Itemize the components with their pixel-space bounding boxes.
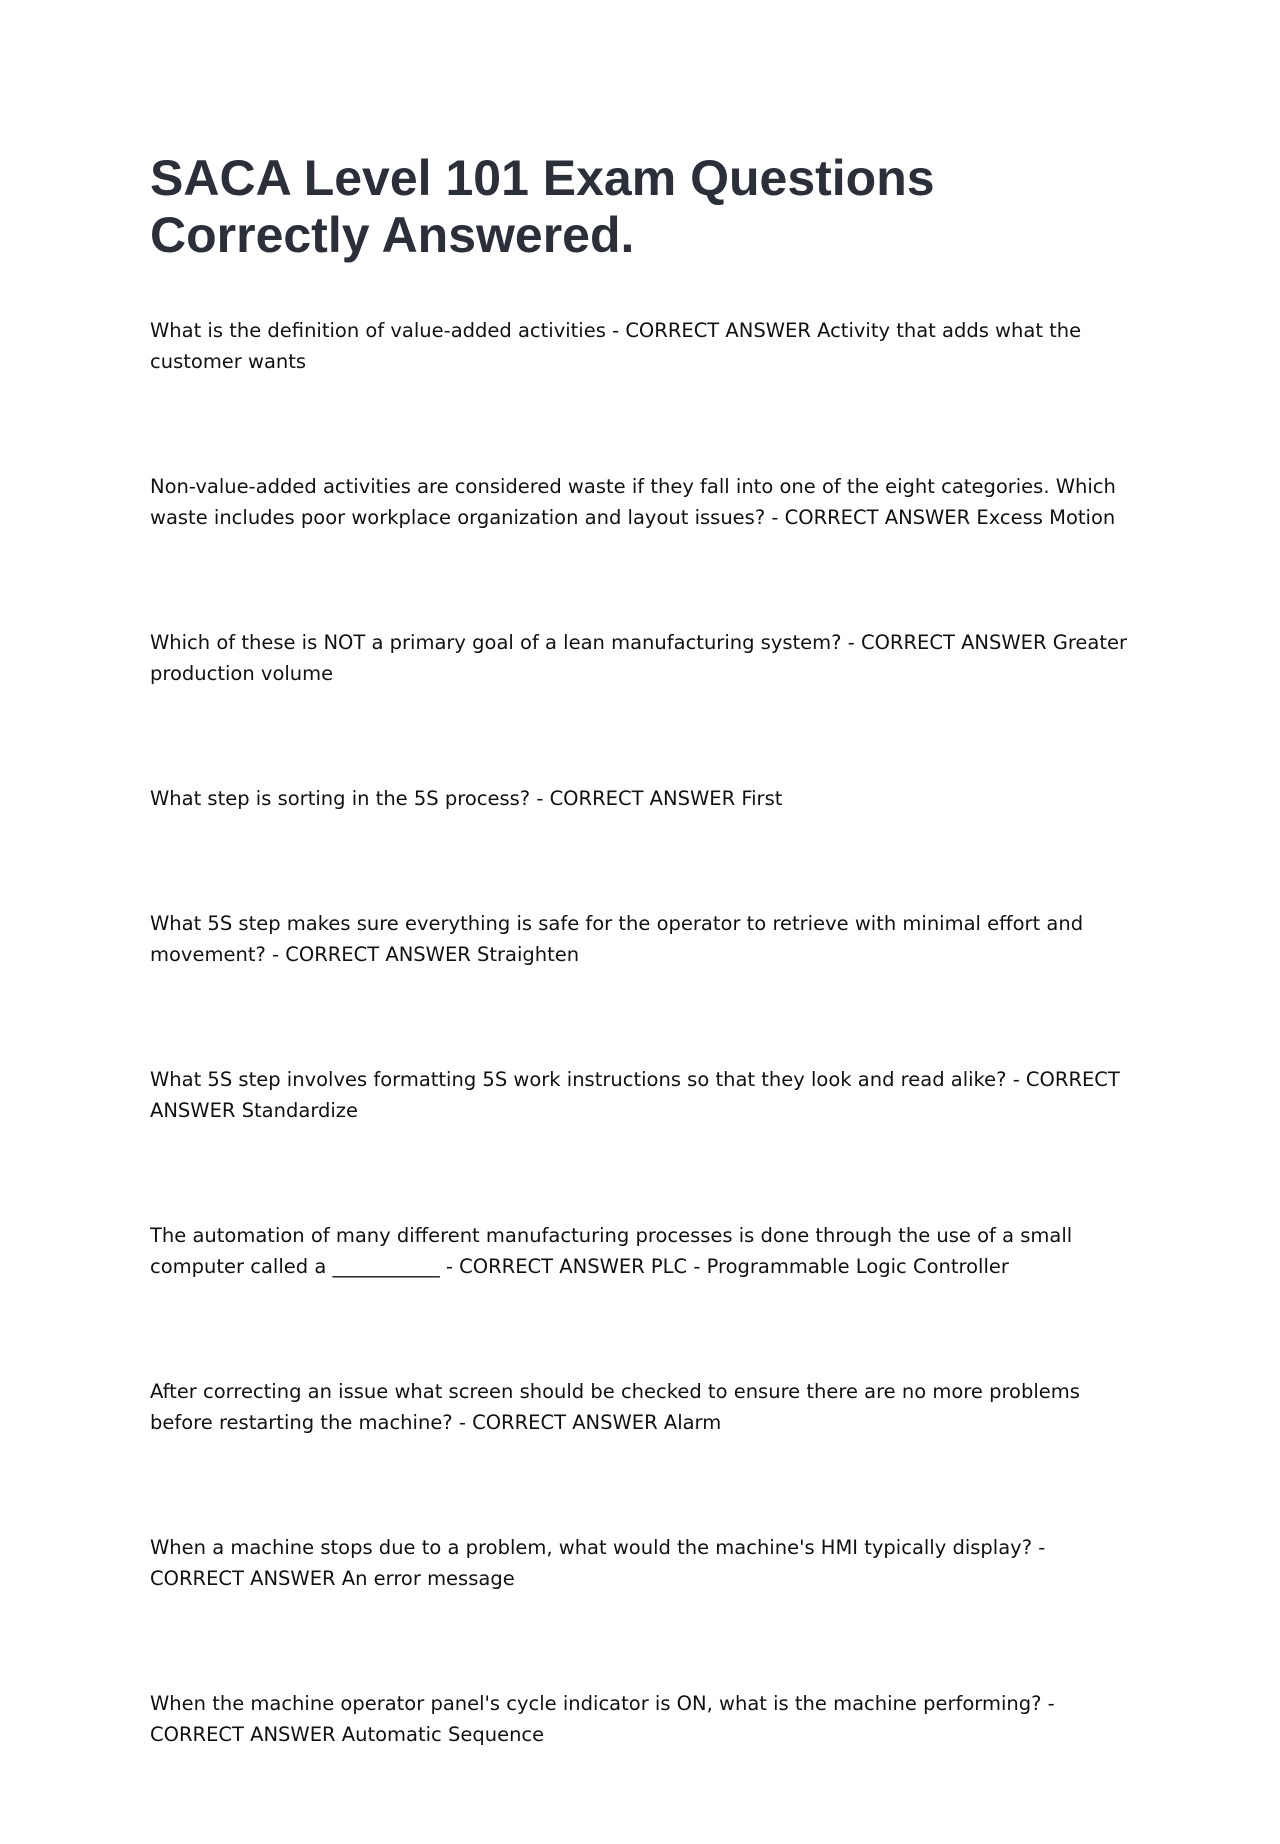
qa-item-10: When the machine operator panel's cycle indicator is ON, what is the machine performing? - CORRECT ANSWER Automatic Sequence — [150, 1692, 1055, 1746]
qa-item-9: When a machine stops due to a problem, what would the machine's HMI typically display? - CORRECT ANSWER An error message — [150, 1536, 1046, 1590]
qa-item-2: Non-value-added activities are considered waste if they fall into one of the eight categories. Which waste includes poor workplace organization and layout issues? - CORRECT ANSWER Excess Motion — [150, 475, 1116, 529]
qa-item-7: The automation of many different manufacturing processes is done through the use of a small computer called a ___________ - CORRECT ANSWER PLC - Programmable Logic Controller — [150, 1224, 1073, 1278]
qa-item-1: What is the definition of value-added activities - CORRECT ANSWER Activity that adds what the customer wants — [150, 319, 1082, 373]
qa-item-3: Which of these is NOT a primary goal of a lean manufacturing system? - CORRECT ANSWER Greater production volume — [150, 631, 1128, 685]
qa-list — [150, 315, 1140, 1750]
document-title-line-1: SACA Level 101 Exam Questions — [150, 150, 935, 206]
qa-item-5: What 5S step makes sure everything is safe for the operator to retrieve with minimal effort and movement? - CORRECT ANSWER Straighten — [150, 912, 1084, 966]
qa-item-6: What 5S step involves formatting 5S work instructions so that they look and read alike? - CORRECT ANSWER Standardize — [150, 1068, 1120, 1122]
qa-item-8: After correcting an issue what screen should be checked to ensure there are no more problems before restarting the machine? - CORRECT ANSWER Alarm — [150, 1380, 1080, 1434]
document-title — [150, 150, 1140, 264]
document-title-line-2: Correctly Answered. — [150, 207, 635, 263]
document-content — [150, 150, 1140, 1844]
qa-item-4: What step is sorting in the 5S process? - CORRECT ANSWER First — [150, 787, 783, 810]
